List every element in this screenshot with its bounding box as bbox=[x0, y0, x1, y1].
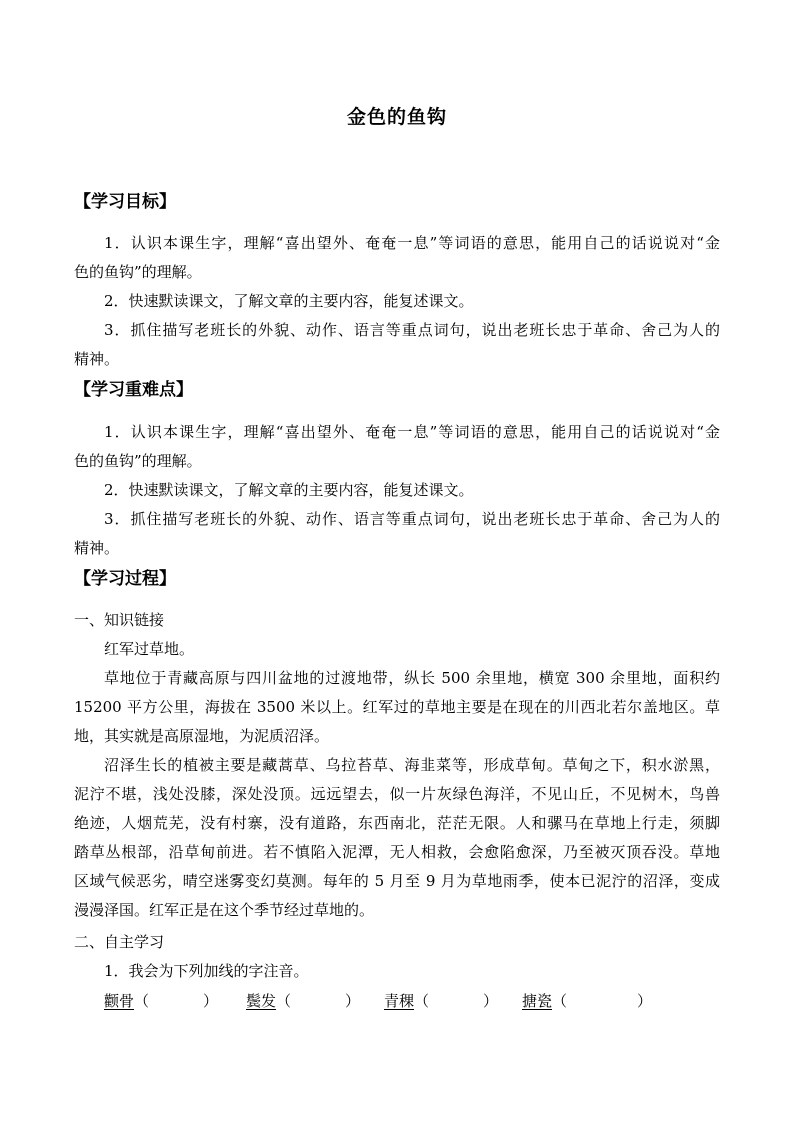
key-points-item-3-cont: 精神。 bbox=[74, 539, 120, 557]
key-points-item-1: 1．认识本课生字，理解“喜出望外、奄奄一息”等词语的意思，能用自己的话说说对“金 bbox=[104, 423, 720, 441]
pinyin-item bbox=[246, 990, 360, 1012]
part1-para2-line4: 踏草丛根部，沿草甸前进。若不慎陷入泥潭，无人相救，会愈陷愈深，乃至被灭顶吞没。草地 bbox=[74, 843, 720, 861]
part1-para1-line2: 15200 平方公里，海拔在 3500 米以上。红军过的草地主要是在现在的川西北若尔盖地区。草 bbox=[74, 698, 720, 716]
goals-item-1: 1．认识本课生字，理解“喜出望外、奄奄一息”等词语的意思，能用自己的话说说对“金 bbox=[104, 234, 720, 252]
answer-paren-close: ） bbox=[483, 992, 499, 1010]
part1-para1-line1: 草地位于青藏高原与四川盆地的过渡地带，纵长 500 余里地，横宽 300 余里地，面积约 bbox=[104, 669, 720, 687]
answer-paren-close: ） bbox=[637, 992, 653, 1010]
pinyin-word: 搪瓷 bbox=[522, 992, 553, 1010]
part1-para2-line5: 区域气候恶劣，晴空迷雾变幻莫测。每年的 5 月至 9 月为草地雨季，使本已泥泞的沼泽，变成 bbox=[74, 872, 720, 890]
pinyin-word: 鬓发 bbox=[246, 992, 277, 1010]
process-heading: 【学习过程】 bbox=[74, 569, 176, 589]
pinyin-exercise-row bbox=[104, 990, 724, 1012]
pinyin-word: 颧骨 bbox=[104, 992, 135, 1010]
pinyin-item bbox=[384, 990, 498, 1012]
answer-paren-open: （ bbox=[276, 992, 292, 1010]
answer-paren-close: ） bbox=[203, 992, 219, 1010]
goals-item-3: 3．抓住描写老班长的外貌、动作、语言等重点词句，说出老班长忠于革命、舍己为人的 bbox=[104, 321, 720, 339]
answer-paren-open: （ bbox=[552, 992, 568, 1010]
key-points-item-1-cont: 色的鱼钩”的理解。 bbox=[74, 452, 202, 470]
goals-item-1-cont: 色的鱼钩”的理解。 bbox=[74, 263, 202, 281]
part1-para1-line3: 地，其实就是高原湿地，为泥质沼泽。 bbox=[74, 727, 330, 745]
goals-item-3-cont: 精神。 bbox=[74, 350, 120, 368]
part1-para2-line3: 绝迹，人烟荒芜，没有村寨，没有道路，东西南北，茫茫无限。人和骡马在草地上行走，须脚 bbox=[74, 814, 720, 832]
answer-paren-open: （ bbox=[414, 992, 430, 1010]
part1-subtitle: 红军过草地。 bbox=[104, 640, 195, 658]
pinyin-word: 青稞 bbox=[384, 992, 415, 1010]
goals-item-2: 2．快速默读课文，了解文章的主要内容，能复述课文。 bbox=[104, 292, 474, 310]
part1-title: 一、知识链接 bbox=[74, 611, 165, 629]
answer-paren-open: （ bbox=[134, 992, 150, 1010]
goals-heading: 【学习目标】 bbox=[74, 192, 176, 212]
part2-question1: 1．我会为下列加线的字注音。 bbox=[104, 962, 309, 980]
pinyin-item bbox=[104, 990, 218, 1012]
part1-para2-line1: 沼泽生长的植被主要是藏蒿草、乌拉苔草、海韭菜等，形成草甸。草甸之下，积水淤黑， bbox=[104, 756, 720, 774]
pinyin-item bbox=[522, 990, 652, 1012]
key-points-item-3: 3．抓住描写老班长的外貌、动作、语言等重点词句，说出老班长忠于革命、舍己为人的 bbox=[104, 510, 720, 528]
key-points-heading: 【学习重难点】 bbox=[74, 380, 193, 400]
part1-para2-line2: 泥泞不堪，浅处没膝，深处没顶。远远望去，似一片灰绿色海洋，不见山丘，不见树木，鸟兽 bbox=[74, 785, 720, 803]
document-title: 金色的鱼钩 bbox=[346, 106, 447, 128]
part1-para2-line6: 漫漫泽国。红军正是在这个季节经过草地的。 bbox=[74, 901, 375, 919]
part2-title: 二、自主学习 bbox=[74, 933, 165, 951]
key-points-item-2: 2．快速默读课文，了解文章的主要内容，能复述课文。 bbox=[104, 481, 474, 499]
answer-paren-close: ） bbox=[345, 992, 361, 1010]
